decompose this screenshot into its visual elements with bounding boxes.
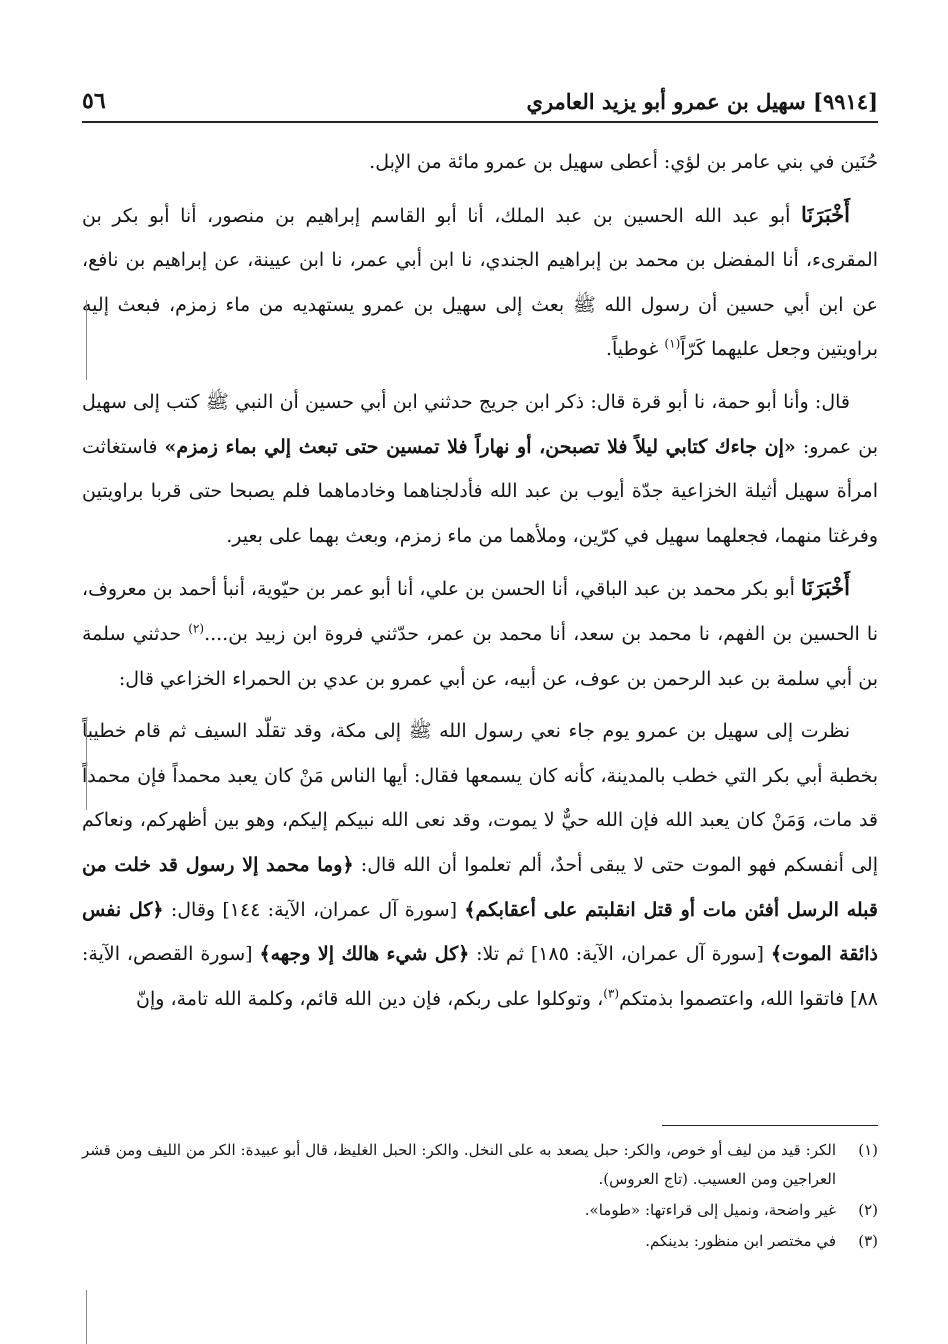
- footnotes: [82, 1136, 878, 1286]
- page-header: [82, 86, 878, 116]
- text-segment: ، وتوكلوا على ربكم، فإن دين الله قائم، وكلمة الله تامة، وإنّ: [136, 987, 604, 1010]
- emphasized-text: ﴿كل نفس ذائقة الموت﴾: [82, 898, 878, 966]
- emphasized-text: «إن جاءك كتابي ليلاً فلا تصبحن، أو نهاراً فلا تمسين حتى تبعث إلي بماء زمزم»: [164, 435, 796, 458]
- footnote-number: (٣): [858, 1232, 878, 1250]
- footnote-marker: (٢): [188, 621, 205, 636]
- header-rule: [82, 121, 878, 123]
- scan-margin-line: [86, 720, 87, 810]
- text-segment: حُنَين في بني عامر بن لؤي: أعطى سهيل بن عمرو مائة من الإبل.: [369, 151, 878, 173]
- text-segment: حدثني سلمة بن أبي سلمة بن عبد الرحمن بن عوف، عن أبيه، عن أبي عمرو بن عدي بن الحمراء الخزاعي قال:: [82, 622, 878, 690]
- paragraph: [82, 193, 878, 372]
- footnote-number: (١): [858, 1141, 878, 1159]
- scan-margin-line: [86, 300, 87, 380]
- footnote-marker: (١): [664, 337, 681, 352]
- text-segment: فاستغاثت امرأة سهيل أثيلة الخزاعية جدّة أيوب بن عبد الله فأدلجناهما وخادماهما فلم يصبحا حتى قربا براويتين وفرغتا منهما، فجعلهما سهيل في كرّين، وملأهما من ماء زمزم، وبعث بهما على بعير.: [82, 435, 878, 547]
- footnote: [82, 1196, 878, 1225]
- footnote-separator: [662, 1125, 878, 1126]
- text-segment: [سورة القصص، الآية: ٨٨] فاتقوا الله، واعتصموا بذمتكم: [82, 943, 878, 1010]
- footnote-text: غير واضحة، ونميل إلى قراءتها: «طوما».: [584, 1201, 836, 1219]
- text-segment: أبو بكر محمد بن عبد الباقي، أنا الحسن بن علي، أنا أبو عمر بن حيّوية، أنبأ أحمد بن معروف، نا الحسين بن الفهم، نا محمد بن سعد، أنا محمد بن عمر، حدّثني فروة ابن زبيد بن....: [82, 578, 878, 645]
- text-segment: قال: وأنا أبو حمة، نا أبو قرة قال: ذكر ابن جريج حدثني ابن أبي حسين أن النبي ﷺ كتب إلى سهيل بن عمرو:: [82, 390, 878, 458]
- footnote-text: في مختصر ابن منظور: بدينكم.: [645, 1232, 836, 1250]
- footnote: [82, 1136, 878, 1194]
- text-segment: نظرت إلى سهيل بن عمرو يوم جاء نعي رسول الله ﷺ إلى مكة، وقد تقلّد السيف ثم قام خطيباً بخطبة أبي بكر التي خطب بالمدينة، كأنه كان يسمعها فقال: أيها الناس مَنْ كان يعبد محمداً فإن محمداً قد مات، وَمَنْ كان يعبد الله فإن الله حيٌّ لا يموت، وقد نعى الله نبيكم إليكم، وهو بين أظهركم، ونعاكم إلى أنفسكم فهو الموت حتى لا يبقى أحدٌ، ألم تعلموا أن الله قال:: [82, 720, 878, 876]
- emphasized-text: ﴿وما محمد إلا رسول قد خلت من قبله الرسل أفئن مات أو قتل انقلبتم على أعقابكم﴾: [82, 853, 879, 921]
- paragraph: [82, 566, 878, 701]
- paragraph-lead: أَخْبَرَنَا: [801, 201, 850, 227]
- scan-margin-line: [86, 1290, 87, 1344]
- running-title: [٩٩١٤] سهيل بن عمرو أبو يزيد العامري: [526, 88, 878, 114]
- paragraph: [82, 380, 878, 558]
- footnote-marker: (٣): [603, 986, 620, 1001]
- main-text: [82, 140, 878, 1120]
- footnote-number: (٢): [858, 1201, 878, 1219]
- text-segment: [سورة آل عمران، الآية: ١٨٥] ثم تلا:: [469, 943, 771, 966]
- page-number: ٥٦: [82, 88, 106, 114]
- footnote-text: الكر: قيد من ليف أو خوص، والكر: حبل يصعد به على النخل. والكر: الحبل الغليظ، قال أبو عبيدة: الكر من الليف ومن قشر العراجين ومن العسيب. (تاج العروس).: [82, 1141, 836, 1188]
- text-segment: غوطياً.: [605, 338, 665, 361]
- paragraph: [82, 709, 878, 1021]
- paragraph-lead: أَخْبَرَنَا: [801, 575, 850, 601]
- emphasized-text: ﴿كل شيء هالك إلا وجهه﴾: [259, 943, 470, 966]
- text-segment: [سورة آل عمران، الآية: ١٤٤] وقال:: [163, 898, 465, 921]
- footnote: [82, 1227, 878, 1256]
- paragraph: [82, 140, 878, 185]
- text-segment: أبو عبد الله الحسين بن عبد الملك، أنا أبو القاسم إبراهيم بن منصور، أنا أبو بكر بن المقرىء، أنا المفضل بن محمد بن إبراهيم الجندي، نا ابن أبي عمر، نا ابن عيينة، عن إبراهيم بن نافع، عن ابن أبي حسين أن رسول الله ﷺ بعث إلى سهيل بن عمرو يستهديه من ماء زمزم، فبعث إليه براويتين وجعل عليهما كَرّاً: [82, 204, 878, 361]
